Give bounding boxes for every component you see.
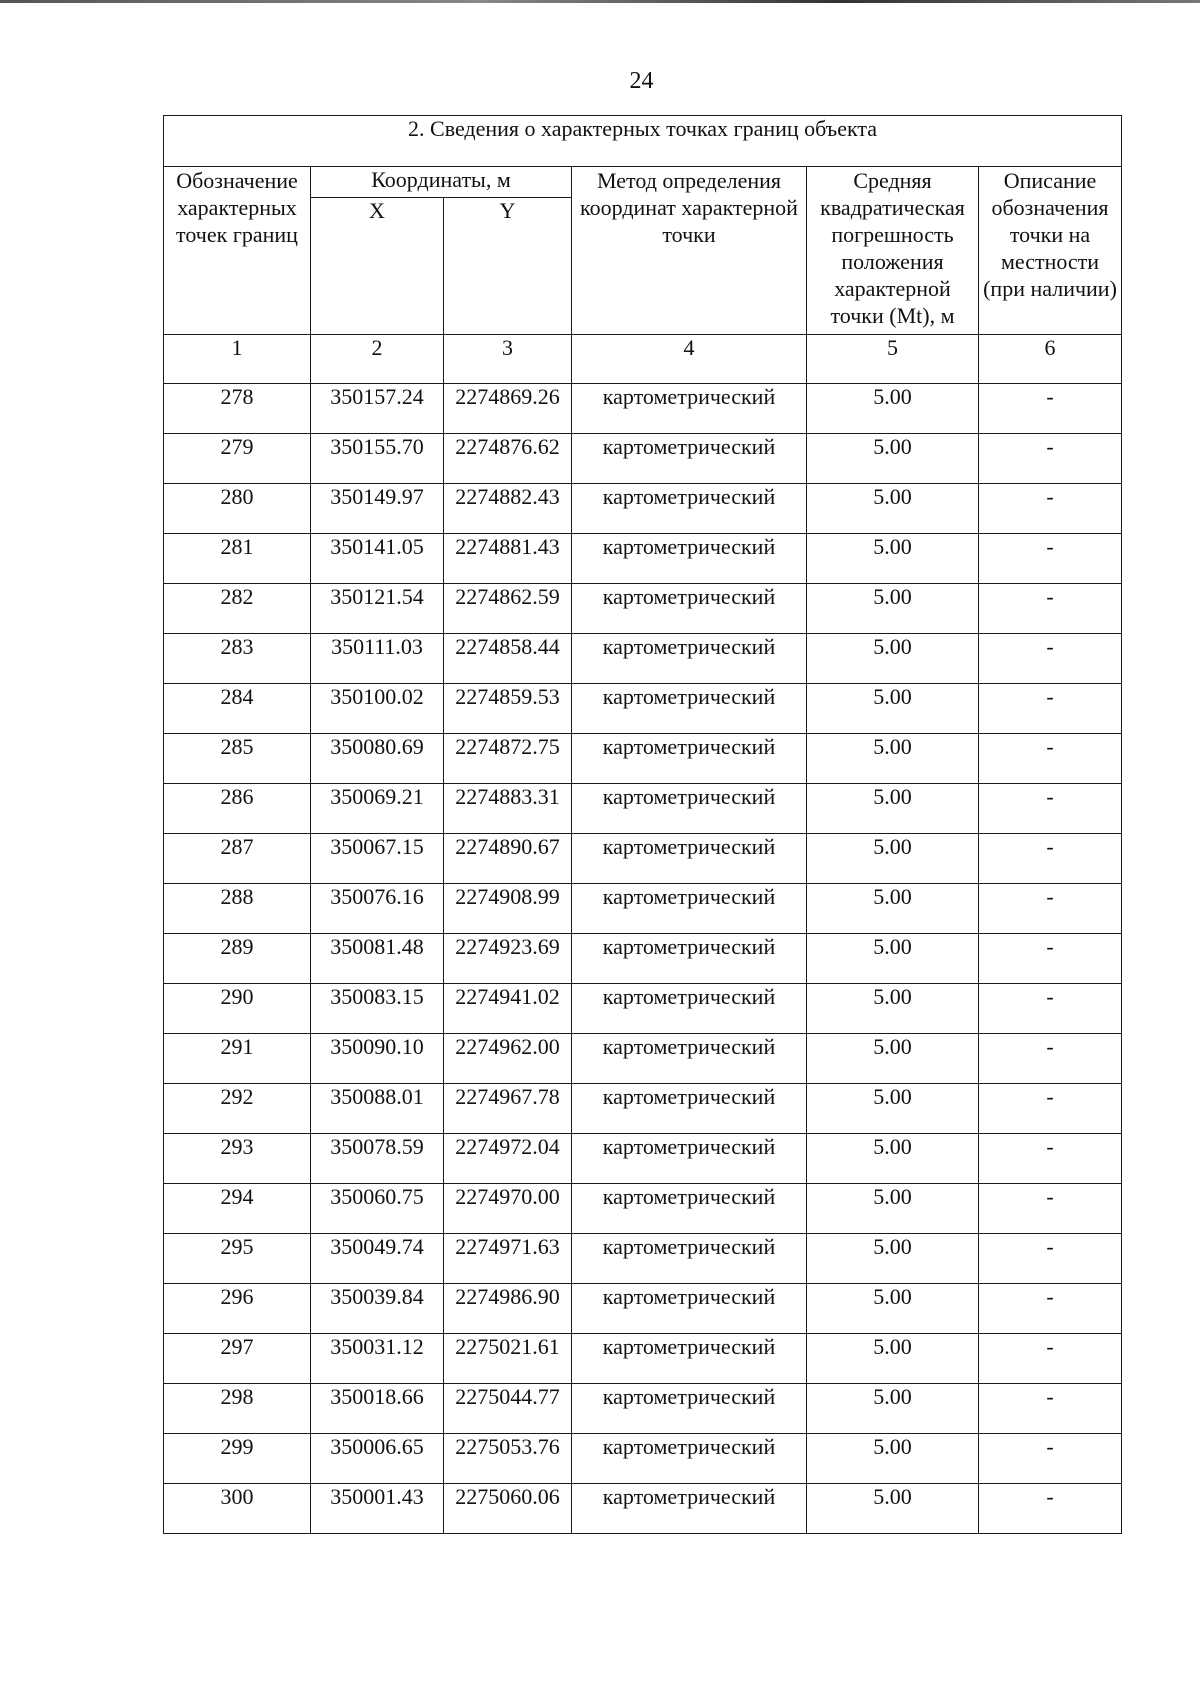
point-number-cell: 296: [164, 1284, 311, 1334]
table-row: [164, 734, 1122, 784]
y-coordinate-cell: 2274986.90: [444, 1284, 572, 1334]
table-row: [164, 984, 1122, 1034]
mean-error-cell: 5.00: [807, 684, 979, 734]
table-row: [164, 484, 1122, 534]
description-cell: -: [979, 834, 1122, 884]
mean-error-cell: 5.00: [807, 1434, 979, 1484]
mean-error-cell: 5.00: [807, 734, 979, 784]
table-row: [164, 384, 1122, 434]
table-row: [164, 634, 1122, 684]
mean-error-cell: 5.00: [807, 1234, 979, 1284]
mean-error-cell: 5.00: [807, 1034, 979, 1084]
description-cell: -: [979, 1184, 1122, 1234]
table-row: [164, 684, 1122, 734]
column-numbers-row: [164, 335, 1122, 384]
description-cell: -: [979, 1284, 1122, 1334]
x-coordinate-cell: 350155.70: [311, 434, 444, 484]
table-row: [164, 1434, 1122, 1484]
description-cell: -: [979, 1084, 1122, 1134]
header-point-designation: Обозначение характерных точек границ: [164, 167, 311, 335]
description-cell: -: [979, 1434, 1122, 1484]
point-number-cell: 284: [164, 684, 311, 734]
description-cell: -: [979, 584, 1122, 634]
point-number-cell: 285: [164, 734, 311, 784]
x-coordinate-cell: 350081.48: [311, 934, 444, 984]
header-coordinates: Координаты, м: [311, 167, 572, 198]
method-cell: картометрический: [572, 1034, 807, 1084]
point-number-cell: 288: [164, 884, 311, 934]
table-row: [164, 834, 1122, 884]
point-number-cell: 286: [164, 784, 311, 834]
point-number-cell: 293: [164, 1134, 311, 1184]
mean-error-cell: 5.00: [807, 1184, 979, 1234]
point-number-cell: 294: [164, 1184, 311, 1234]
x-coordinate-cell: 350076.16: [311, 884, 444, 934]
method-cell: картометрический: [572, 434, 807, 484]
point-number-cell: 282: [164, 584, 311, 634]
point-number-cell: 297: [164, 1334, 311, 1384]
x-coordinate-cell: 350049.74: [311, 1234, 444, 1284]
description-cell: -: [979, 884, 1122, 934]
y-coordinate-cell: 2274890.67: [444, 834, 572, 884]
point-number-cell: 281: [164, 534, 311, 584]
method-cell: картометрический: [572, 534, 807, 584]
table-row: [164, 1384, 1122, 1434]
x-coordinate-cell: 350018.66: [311, 1384, 444, 1434]
description-cell: -: [979, 984, 1122, 1034]
method-cell: картометрический: [572, 384, 807, 434]
x-coordinate-cell: 350060.75: [311, 1184, 444, 1234]
x-coordinate-cell: 350083.15: [311, 984, 444, 1034]
mean-error-cell: 5.00: [807, 884, 979, 934]
y-coordinate-cell: 2275053.76: [444, 1434, 572, 1484]
description-cell: -: [979, 1484, 1122, 1534]
description-cell: -: [979, 384, 1122, 434]
method-cell: картометрический: [572, 634, 807, 684]
description-cell: -: [979, 1384, 1122, 1434]
table-row: [164, 1284, 1122, 1334]
description-cell: -: [979, 684, 1122, 734]
mean-error-cell: 5.00: [807, 434, 979, 484]
y-coordinate-cell: 2274881.43: [444, 534, 572, 584]
table-row: [164, 584, 1122, 634]
column-number: 3: [444, 335, 572, 384]
method-cell: картометрический: [572, 1434, 807, 1484]
method-cell: картометрический: [572, 884, 807, 934]
column-number: 6: [979, 335, 1122, 384]
table-row: [164, 784, 1122, 834]
table-row: [164, 1184, 1122, 1234]
method-cell: картометрический: [572, 1184, 807, 1234]
x-coordinate-cell: 350078.59: [311, 1134, 444, 1184]
point-number-cell: 290: [164, 984, 311, 1034]
x-coordinate-cell: 350111.03: [311, 634, 444, 684]
y-coordinate-cell: 2274872.75: [444, 734, 572, 784]
x-coordinate-cell: 350006.65: [311, 1434, 444, 1484]
method-cell: картометрический: [572, 1134, 807, 1184]
y-coordinate-cell: 2274941.02: [444, 984, 572, 1034]
mean-error-cell: 5.00: [807, 384, 979, 434]
y-coordinate-cell: 2274962.00: [444, 1034, 572, 1084]
point-number-cell: 280: [164, 484, 311, 534]
y-coordinate-cell: 2274970.00: [444, 1184, 572, 1234]
point-number-cell: 283: [164, 634, 311, 684]
y-coordinate-cell: 2274923.69: [444, 934, 572, 984]
point-number-cell: 291: [164, 1034, 311, 1084]
description-cell: -: [979, 934, 1122, 984]
method-cell: картометрический: [572, 1334, 807, 1384]
mean-error-cell: 5.00: [807, 834, 979, 884]
method-cell: картометрический: [572, 834, 807, 884]
table-row: [164, 1034, 1122, 1084]
column-number: 1: [164, 335, 311, 384]
x-coordinate-cell: 350141.05: [311, 534, 444, 584]
column-number: 2: [311, 335, 444, 384]
method-cell: картометрический: [572, 1484, 807, 1534]
point-number-cell: 289: [164, 934, 311, 984]
x-coordinate-cell: 350149.97: [311, 484, 444, 534]
method-cell: картометрический: [572, 934, 807, 984]
x-coordinate-cell: 350100.02: [311, 684, 444, 734]
header-method: Метод определения координат характерной точки: [572, 167, 807, 335]
method-cell: картометрический: [572, 1284, 807, 1334]
mean-error-cell: 5.00: [807, 984, 979, 1034]
mean-error-cell: 5.00: [807, 784, 979, 834]
y-coordinate-cell: 2274971.63: [444, 1234, 572, 1284]
method-cell: картометрический: [572, 484, 807, 534]
mean-error-cell: 5.00: [807, 484, 979, 534]
x-coordinate-cell: 350031.12: [311, 1334, 444, 1384]
mean-error-cell: 5.00: [807, 1134, 979, 1184]
method-cell: картометрический: [572, 1084, 807, 1134]
x-coordinate-cell: 350080.69: [311, 734, 444, 784]
point-number-cell: 295: [164, 1234, 311, 1284]
scan-top-border: [0, 0, 1200, 3]
column-number: 4: [572, 335, 807, 384]
boundary-points-table: [163, 115, 1122, 1534]
table-row: [164, 1134, 1122, 1184]
description-cell: -: [979, 784, 1122, 834]
y-coordinate-cell: 2275044.77: [444, 1384, 572, 1434]
method-cell: картометрический: [572, 584, 807, 634]
point-number-cell: 300: [164, 1484, 311, 1534]
y-coordinate-cell: 2274869.26: [444, 384, 572, 434]
method-cell: картометрический: [572, 684, 807, 734]
mean-error-cell: 5.00: [807, 1334, 979, 1384]
table-row: [164, 1484, 1122, 1534]
mean-error-cell: 5.00: [807, 1084, 979, 1134]
table-row: [164, 934, 1122, 984]
table-row: [164, 884, 1122, 934]
x-coordinate-cell: 350157.24: [311, 384, 444, 434]
method-cell: картометрический: [572, 734, 807, 784]
table-row: [164, 1334, 1122, 1384]
mean-error-cell: 5.00: [807, 584, 979, 634]
description-cell: -: [979, 634, 1122, 684]
column-number: 5: [807, 335, 979, 384]
point-number-cell: 292: [164, 1084, 311, 1134]
mean-error-cell: 5.00: [807, 934, 979, 984]
description-cell: -: [979, 1234, 1122, 1284]
y-coordinate-cell: 2275021.61: [444, 1334, 572, 1384]
page-number: 24: [629, 68, 654, 94]
header-row-1: [164, 167, 1122, 198]
x-coordinate-cell: 350088.01: [311, 1084, 444, 1134]
header-description: Описание обозначения точки на местности (при наличии): [979, 167, 1122, 335]
y-coordinate-cell: 2274882.43: [444, 484, 572, 534]
y-coordinate-cell: 2274908.99: [444, 884, 572, 934]
description-cell: -: [979, 434, 1122, 484]
y-coordinate-cell: 2274967.78: [444, 1084, 572, 1134]
section-title-row: [164, 116, 1122, 167]
table-row: [164, 434, 1122, 484]
y-coordinate-cell: 2274883.31: [444, 784, 572, 834]
header-mean-error: Средняя квадратическая погрешность положения характерной точки (Mt), м: [807, 167, 979, 335]
header-x: X: [311, 198, 444, 335]
mean-error-cell: 5.00: [807, 1484, 979, 1534]
y-coordinate-cell: 2274972.04: [444, 1134, 572, 1184]
mean-error-cell: 5.00: [807, 534, 979, 584]
method-cell: картометрический: [572, 1384, 807, 1434]
x-coordinate-cell: 350121.54: [311, 584, 444, 634]
method-cell: картометрический: [572, 1234, 807, 1284]
table-row: [164, 1084, 1122, 1134]
y-coordinate-cell: 2275060.06: [444, 1484, 572, 1534]
mean-error-cell: 5.00: [807, 1384, 979, 1434]
point-number-cell: 299: [164, 1434, 311, 1484]
mean-error-cell: 5.00: [807, 1284, 979, 1334]
y-coordinate-cell: 2274862.59: [444, 584, 572, 634]
point-number-cell: 278: [164, 384, 311, 434]
point-number-cell: 279: [164, 434, 311, 484]
description-cell: -: [979, 484, 1122, 534]
description-cell: -: [979, 734, 1122, 784]
description-cell: -: [979, 1334, 1122, 1384]
point-number-cell: 298: [164, 1384, 311, 1434]
y-coordinate-cell: 2274876.62: [444, 434, 572, 484]
x-coordinate-cell: 350001.43: [311, 1484, 444, 1534]
mean-error-cell: 5.00: [807, 634, 979, 684]
section-title: 2. Сведения о характерных точках границ объекта: [164, 116, 1122, 167]
y-coordinate-cell: 2274858.44: [444, 634, 572, 684]
method-cell: картометрический: [572, 784, 807, 834]
method-cell: картометрический: [572, 984, 807, 1034]
x-coordinate-cell: 350090.10: [311, 1034, 444, 1084]
description-cell: -: [979, 1134, 1122, 1184]
table-row: [164, 1234, 1122, 1284]
table-row: [164, 534, 1122, 584]
header-y: Y: [444, 198, 572, 335]
point-number-cell: 287: [164, 834, 311, 884]
x-coordinate-cell: 350067.15: [311, 834, 444, 884]
x-coordinate-cell: 350069.21: [311, 784, 444, 834]
description-cell: -: [979, 534, 1122, 584]
y-coordinate-cell: 2274859.53: [444, 684, 572, 734]
x-coordinate-cell: 350039.84: [311, 1284, 444, 1334]
description-cell: -: [979, 1034, 1122, 1084]
